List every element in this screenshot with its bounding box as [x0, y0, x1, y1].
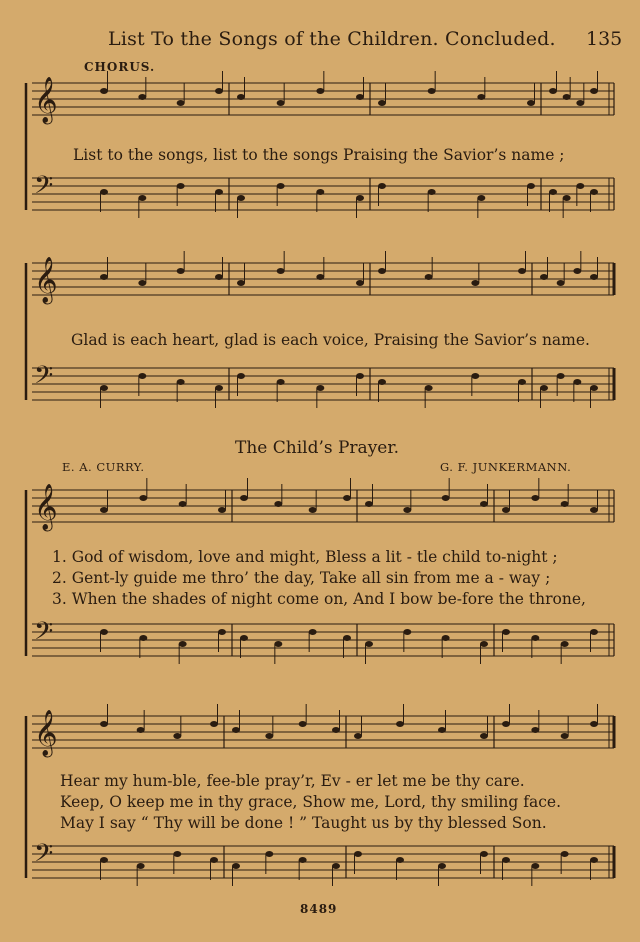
hymn-author: E. A. CURRY.	[62, 460, 145, 474]
note-head	[138, 94, 146, 100]
note-head	[557, 373, 565, 379]
note-head	[173, 851, 181, 857]
note-head	[378, 183, 386, 189]
note-head	[576, 100, 584, 106]
note-head	[403, 629, 411, 635]
note-head	[549, 189, 557, 195]
page-number: 135	[586, 28, 623, 50]
note-head	[137, 863, 145, 869]
note-head	[354, 851, 362, 857]
note-head	[477, 195, 485, 201]
note-head	[531, 727, 539, 733]
note-head	[179, 501, 187, 507]
note-head	[480, 641, 488, 647]
note-head	[100, 274, 108, 280]
chorus-lyric-line-2: Glad is each heart, glad is each voice, Praising the Savior’s name.	[71, 331, 590, 349]
note-head	[138, 373, 146, 379]
note-head	[100, 857, 108, 863]
note-head	[425, 385, 433, 391]
note-head	[573, 379, 581, 385]
note-head	[277, 183, 285, 189]
note-head	[100, 629, 108, 635]
note-head	[137, 727, 145, 733]
note-head	[442, 635, 450, 641]
note-head	[590, 507, 598, 513]
note-head	[232, 863, 240, 869]
note-head	[277, 100, 285, 106]
note-head	[215, 189, 223, 195]
note-head	[438, 863, 446, 869]
note-head	[177, 268, 185, 274]
note-head	[590, 629, 598, 635]
treble-clef-icon: 𝄞	[34, 484, 58, 530]
page-header-title: List To the Songs of the Children. Concluded.	[108, 28, 556, 50]
note-head	[177, 100, 185, 106]
staff-lines	[32, 83, 614, 878]
note-head	[356, 280, 364, 286]
note-head	[237, 195, 245, 201]
note-head	[240, 495, 248, 501]
treble-clef-icon: 𝄞	[34, 710, 58, 756]
note-head	[576, 183, 584, 189]
note-head	[590, 385, 598, 391]
note-head	[561, 851, 569, 857]
chorus-label: CHORUS.	[84, 60, 156, 74]
treble-clef-icon: 𝄞	[34, 257, 58, 303]
note-head	[343, 495, 351, 501]
note-head	[378, 100, 386, 106]
note-head	[299, 721, 307, 727]
note-head	[215, 88, 223, 94]
bass-clef-icon: 𝄢	[34, 361, 54, 396]
note-head	[590, 189, 598, 195]
hymn-composer: G. F. JUNKERMANN.	[440, 460, 572, 474]
note-head	[309, 629, 317, 635]
note-heads	[100, 71, 598, 886]
note-head	[531, 635, 539, 641]
note-head	[215, 274, 223, 280]
note-head	[309, 507, 317, 513]
note-head	[527, 183, 535, 189]
note-head	[299, 857, 307, 863]
note-head	[563, 195, 571, 201]
note-head	[518, 268, 526, 274]
note-head	[100, 189, 108, 195]
note-head	[540, 385, 548, 391]
note-head	[265, 733, 273, 739]
note-head	[428, 88, 436, 94]
note-head	[502, 721, 510, 727]
note-head	[396, 857, 404, 863]
bass-clef-icon: 𝄢	[34, 617, 54, 652]
note-head	[502, 629, 510, 635]
note-head	[240, 635, 248, 641]
note-head	[471, 373, 479, 379]
note-head	[100, 385, 108, 391]
note-head	[403, 507, 411, 513]
note-head	[365, 501, 373, 507]
note-head	[138, 280, 146, 286]
note-head	[477, 94, 485, 100]
verse-3-line-a: 3. When the shades of night come on, And I bow be-fore the throne,	[52, 590, 586, 608]
note-head	[531, 863, 539, 869]
note-head	[277, 379, 285, 385]
note-head	[100, 507, 108, 513]
verse-1-line-a: 1. God of wisdom, love and might, Bless a lit - tle child to-night ;	[52, 548, 558, 566]
note-head	[343, 635, 351, 641]
plate-number: 8489	[300, 902, 338, 916]
note-head	[561, 501, 569, 507]
note-head	[480, 501, 488, 507]
note-head	[531, 495, 539, 501]
note-head	[378, 379, 386, 385]
note-head	[277, 268, 285, 274]
note-head	[540, 274, 548, 280]
note-head	[210, 721, 218, 727]
note-head	[573, 268, 581, 274]
note-head	[428, 189, 436, 195]
note-head	[356, 373, 364, 379]
note-head	[218, 629, 226, 635]
note-head	[215, 385, 223, 391]
note-head	[549, 88, 557, 94]
note-head	[139, 495, 147, 501]
note-head	[232, 727, 240, 733]
note-head	[356, 195, 364, 201]
note-head	[177, 183, 185, 189]
note-head	[480, 851, 488, 857]
note-head	[218, 507, 226, 513]
verse-2-line-a: 2. Gent-ly guide me thro’ the day, Take all sin from me a - way ;	[52, 569, 551, 587]
note-head	[265, 851, 273, 857]
note-head	[527, 100, 535, 106]
note-head	[563, 94, 571, 100]
note-head	[590, 857, 598, 863]
note-head	[561, 641, 569, 647]
treble-clef-icon: 𝄞	[34, 77, 58, 123]
clef-symbols	[34, 77, 58, 874]
note-head	[316, 189, 324, 195]
note-head	[316, 88, 324, 94]
verse-3-line-b: May I say “ Thy will be done ! ” Taught us by thy blessed Son.	[60, 814, 547, 832]
note-head	[274, 641, 282, 647]
note-head	[378, 268, 386, 274]
note-head	[332, 863, 340, 869]
verse-2-line-b: Keep, O keep me in thy grace, Show me, Lord, thy smiling face.	[60, 793, 562, 811]
note-head	[332, 727, 340, 733]
note-head	[590, 88, 598, 94]
note-head	[502, 507, 510, 513]
note-head	[100, 88, 108, 94]
note-head	[274, 501, 282, 507]
note-head	[237, 280, 245, 286]
note-head	[502, 857, 510, 863]
note-head	[139, 635, 147, 641]
note-head	[354, 733, 362, 739]
note-head	[438, 727, 446, 733]
note-head	[590, 721, 598, 727]
note-head	[480, 733, 488, 739]
note-head	[100, 721, 108, 727]
note-head	[316, 274, 324, 280]
note-head	[518, 379, 526, 385]
note-head	[590, 274, 598, 280]
verse-1-line-b: Hear my hum-ble, fee-ble pray’r, Ev - er let me be thy care.	[60, 772, 525, 790]
note-head	[557, 280, 565, 286]
bass-clef-icon: 𝄢	[34, 171, 54, 206]
note-head	[173, 733, 181, 739]
note-head	[471, 280, 479, 286]
note-head	[365, 641, 373, 647]
note-head	[561, 733, 569, 739]
note-head	[138, 195, 146, 201]
note-head	[396, 721, 404, 727]
hymn-title: The Child’s Prayer.	[235, 438, 400, 458]
note-head	[237, 373, 245, 379]
note-head	[177, 379, 185, 385]
chorus-lyric-line-1: List to the songs, list to the songs Praising the Savior’s name ;	[73, 146, 565, 164]
note-head	[210, 857, 218, 863]
note-head	[442, 495, 450, 501]
note-head	[237, 94, 245, 100]
note-head	[179, 641, 187, 647]
note-head	[316, 385, 324, 391]
note-head	[356, 94, 364, 100]
note-head	[425, 274, 433, 280]
bass-clef-icon: 𝄢	[34, 839, 54, 874]
